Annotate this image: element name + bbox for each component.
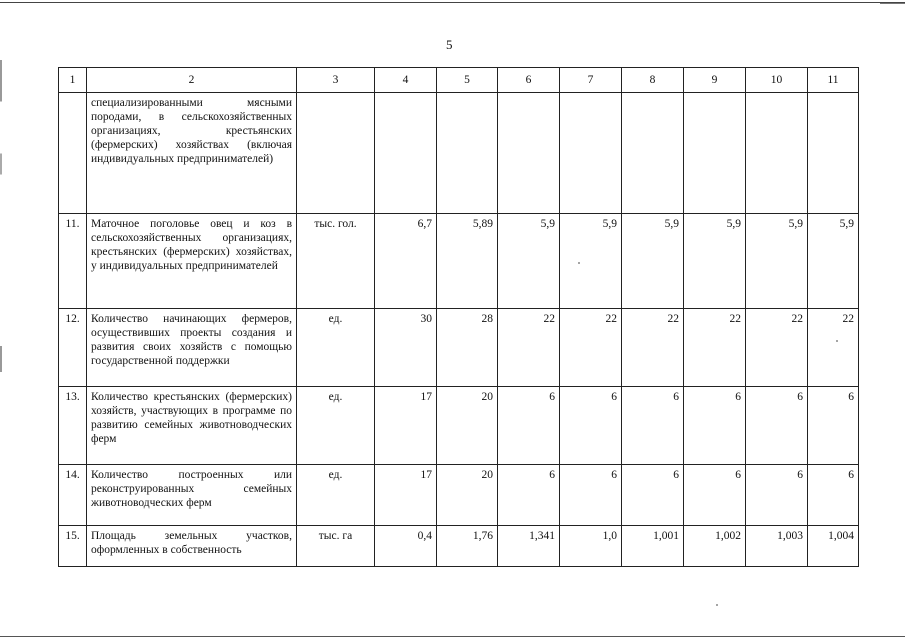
row-value: 28 [437, 309, 498, 387]
scan-speck [836, 340, 838, 342]
row-value: 5,9 [746, 214, 808, 309]
col-header: 1 [59, 68, 87, 93]
row-value [560, 93, 622, 214]
col-header: 11 [808, 68, 859, 93]
table-row [59, 93, 859, 214]
col-header: 10 [746, 68, 808, 93]
row-value: 1,341 [498, 526, 560, 567]
row-value: 6 [746, 465, 808, 526]
row-number: 15. [59, 526, 87, 567]
row-value: 6 [560, 387, 622, 465]
row-value: 6 [746, 387, 808, 465]
row-value: 0,4 [375, 526, 437, 567]
col-header: 9 [684, 68, 746, 93]
page-number: 5 [446, 37, 453, 52]
row-description: Маточное поголовье овец и коз в сельскохозяйственных организациях, крестьянских (фермерских) хозяйствах, у индивидуальных предпринимателей [87, 214, 297, 309]
indicators-table [58, 67, 859, 567]
row-value: 6 [498, 387, 560, 465]
row-value: 22 [746, 309, 808, 387]
row-value: 22 [808, 309, 859, 387]
col-header: 6 [498, 68, 560, 93]
row-value [498, 93, 560, 214]
row-value: 6,7 [375, 214, 437, 309]
row-value: 22 [560, 309, 622, 387]
row-number: 12. [59, 309, 87, 387]
row-value: 17 [375, 387, 437, 465]
row-value: 5,9 [560, 214, 622, 309]
row-value [437, 93, 498, 214]
row-value: 1,002 [684, 526, 746, 567]
row-unit: ед. [297, 465, 375, 526]
row-value: 6 [498, 465, 560, 526]
row-value: 30 [375, 309, 437, 387]
scan-left-edge [0, 60, 2, 580]
col-header: 7 [560, 68, 622, 93]
row-number: 14. [59, 465, 87, 526]
row-value [808, 93, 859, 214]
col-header: 4 [375, 68, 437, 93]
row-value: 22 [498, 309, 560, 387]
row-value: 1,003 [746, 526, 808, 567]
row-value: 6 [808, 465, 859, 526]
row-number [59, 93, 87, 214]
column-number-header-row [59, 68, 859, 93]
row-unit [297, 93, 375, 214]
row-description: Количество построенных или реконструированных семейных животноводческих ферм [87, 465, 297, 526]
col-header: 5 [437, 68, 498, 93]
row-value [684, 93, 746, 214]
row-value: 20 [437, 465, 498, 526]
col-header: 3 [297, 68, 375, 93]
row-value: 6 [622, 465, 684, 526]
row-value: 1,001 [622, 526, 684, 567]
row-value: 17 [375, 465, 437, 526]
row-value: 20 [437, 387, 498, 465]
row-value: 5,9 [808, 214, 859, 309]
row-unit: ед. [297, 309, 375, 387]
row-value [622, 93, 684, 214]
row-description: специализированными мясными породами, в сельскохозяйственных организациях, крестьянских (фермерских) хозяйствах (включая индивидуальных предпринимателей) [87, 93, 297, 214]
row-unit: тыс. га [297, 526, 375, 567]
col-header: 2 [87, 68, 297, 93]
row-value: 1,0 [560, 526, 622, 567]
row-value: 6 [684, 465, 746, 526]
scan-bottom-edge [0, 636, 905, 637]
row-value: 6 [560, 465, 622, 526]
table-row [59, 526, 859, 567]
row-value: 6 [808, 387, 859, 465]
table-row [59, 214, 859, 309]
row-number: 13. [59, 387, 87, 465]
scan-speck [716, 604, 718, 606]
table-row [59, 387, 859, 465]
row-description: Площадь земельных участков, оформленных в собственность [87, 526, 297, 567]
row-value: 5,9 [622, 214, 684, 309]
row-value [375, 93, 437, 214]
scan-top-edge [0, 2, 905, 3]
row-number: 11. [59, 214, 87, 309]
scan-top-edge-fragment [880, 3, 905, 4]
row-value: 6 [684, 387, 746, 465]
row-value: 22 [622, 309, 684, 387]
col-header: 8 [622, 68, 684, 93]
table-row [59, 465, 859, 526]
table-row [59, 309, 859, 387]
row-value: 22 [684, 309, 746, 387]
row-description: Количество крестьянских (фермерских) хозяйств, участвующих в программе по развитию семейных животноводческих ферм [87, 387, 297, 465]
row-value: 5,9 [498, 214, 560, 309]
row-value: 1,004 [808, 526, 859, 567]
row-value: 5,9 [684, 214, 746, 309]
row-description: Количество начинающих фермеров, осуществивших проекты создания и развития своих хозяйств с помощью государственной поддержки [87, 309, 297, 387]
row-value: 5,89 [437, 214, 498, 309]
row-value: 6 [622, 387, 684, 465]
row-value [746, 93, 808, 214]
scan-speck [578, 262, 580, 264]
row-unit: ед. [297, 387, 375, 465]
row-value: 1,76 [437, 526, 498, 567]
row-unit: тыс. гол. [297, 214, 375, 309]
